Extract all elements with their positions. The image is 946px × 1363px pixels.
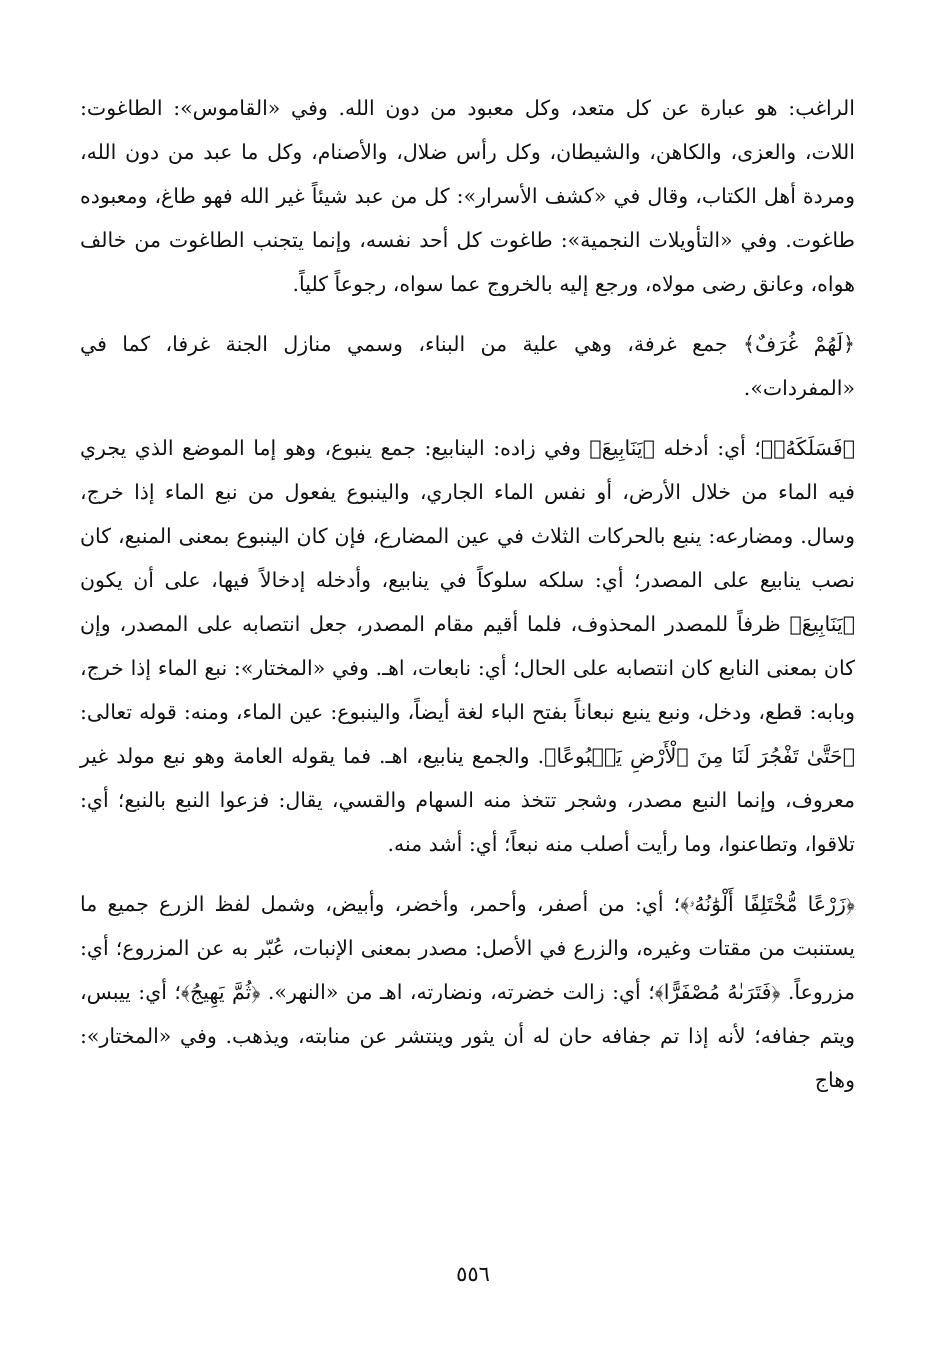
paragraph-taghut: الراغب: هو عبارة عن كل متعد، وكل معبود من دون الله. وفي «القاموس»: الطاغوت: اللات، والعزى، والكاهن، والشيطان، وكل رأس ضلال، والأصنام، وكل ما عبد من دون الله، ومردة أهل الكتاب، وقال في «كشف الأسرار»: كل من عبد شيئاً غير الله فهو طاغ، ومعبوده طاغوت. وفي «التأويلات النجمية»: طاغوت كل أحد نفسه، وإنما يتجنب الطاغوت من خالف هواه، وعانق رضى مولاه، ورجع إليه بالخروج عما سواه، رجوعاً كلياً. bbox=[80, 96, 855, 296]
paragraph-yanabi: ﴿فَسَلَكَهُۥ﴾؛ أي: أدخله ﴿يَنَابِيعَ﴾ وفي زاده: الينابيع: جمع ينبوع، وهو إما الموضع الذي يجري فيه الماء من خلال الأرض، أو نفس الماء الجاري، والينبوع يفعول من نبع الماء إذا خرج، وسال. ومضارعه: ينبع بالحركات الثلاث في عين المضارع، فإن كان الينبوع بمعنى المنبع، كان نصب ينابيع على المصدر؛ أي: سلكه سلوكاً في ينابيع، وأدخله إدخالاً فيها، على أن يكون ﴿يَنَابِيعَ﴾ ظرفاً للمصدر المحذوف، فلما أقيم مقام المصدر، جعل انتصابه على المصدر، وإن كان بمعنى النابع كان انتصابه على الحال؛ أي: نابعات، اهـ. وفي «المختار»: نبع الماء إذا خرج، وبابه: قطع، ودخل، ونبع ينبع نبعاناً بفتح الباء لغة أيضاً، والينبوع: عين الماء، ومنه: قوله تعالى: ﴿حَتَّىٰ تَفْجُرَ لَنَا مِنَ ٱلْأَرْضِ يَنۢبُوعًا﴾. والجمع ينابيع، اهـ. فما يقوله العامة وهو نبع مولد غير معروف، وإنما النبع مصدر، وشجر تتخذ منه السهام والقسي، يقال: فزعوا النبع بالنبع؛ أي: تلاقوا، وتطاعنوا، وما رأيت أصلب منه نبعاً؛ أي: أشد منه. bbox=[80, 436, 855, 856]
paragraph-zar: ﴿زَرْعًا مُّخْتَلِفًا أَلْوَٰنُهُۥ﴾؛ أي: من أصفر، وأحمر، وأخضر، وأبيض، وشمل لفظ الزرع جميع ما يستنبت من مقتات وغيره، والزرع في الأصل: مصدر بمعنى الإنبات، عُبّر به عن المزروع؛ أي: مزروعاً. ﴿فَتَرَىٰهُ مُصْفَرًّا﴾؛ أي: زالت خضرته، ونضارته، اهـ من «النهر». ﴿ثُمَّ يَهِيجُ﴾؛ أي: ييبس، ويتم جفافه؛ لأنه إذا تم جفافه حان له أن يثور وينتشر عن منابته، ويذهب. وفي «المختار»: وهاج bbox=[80, 892, 855, 1092]
page-number: ٥٥٦ bbox=[456, 1262, 490, 1286]
page-body bbox=[80, 86, 855, 1102]
paragraph-ghuraf: ﴿لَهُمْ غُرَفٌ﴾ جمع غرفة، وهي علية من البناء، وسمي منازل الجنة غرفا، كما في «المفردات». bbox=[80, 332, 855, 400]
